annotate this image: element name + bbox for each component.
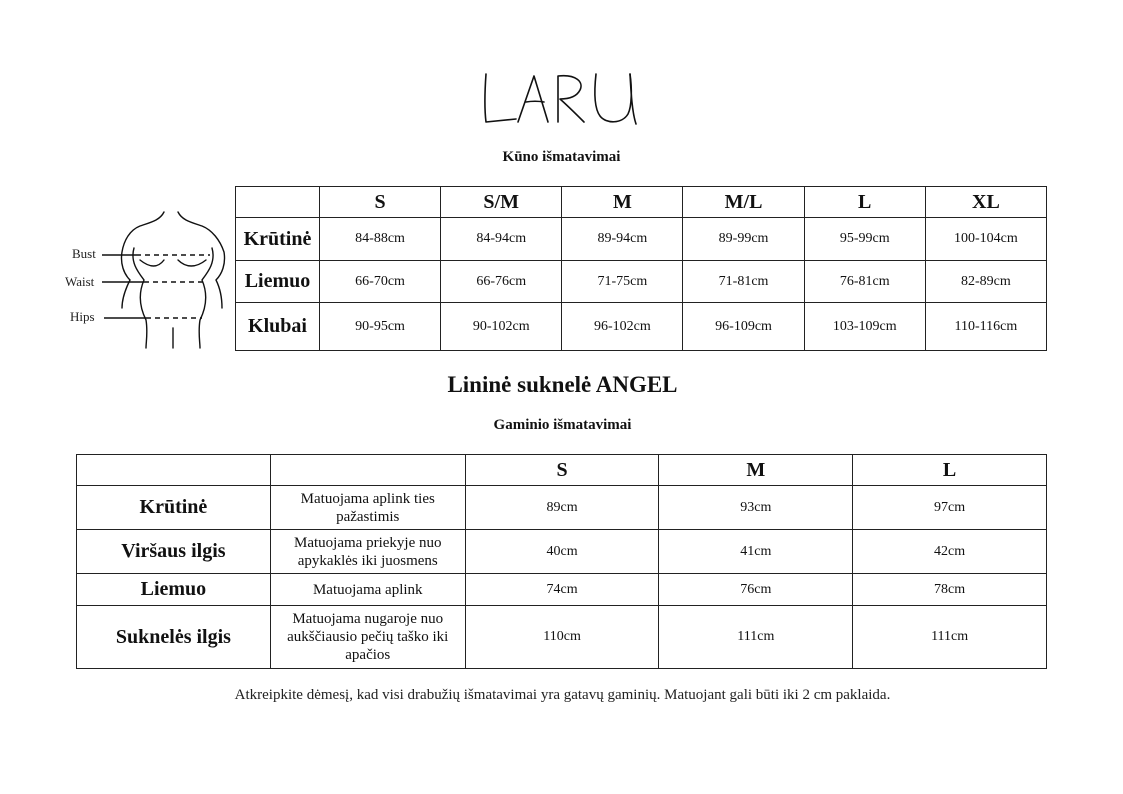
row-label: Klubai [236, 303, 320, 351]
row-label: Suknelės ilgis [77, 606, 271, 669]
body-measurements-table [235, 186, 1047, 351]
table-cell: 66-76cm [441, 261, 562, 303]
table-cell: 84-88cm [319, 218, 440, 261]
measurement-description: Matuojama priekyje nuo apykaklės iki juosmens [270, 530, 465, 574]
measurement-description: Matuojama nugaroje nuo aukščiausio pečių taško iki apačios [270, 606, 465, 669]
table-cell: 90-95cm [319, 303, 440, 351]
table-row [236, 218, 1047, 261]
hips-label: Hips [70, 309, 95, 324]
table-row [236, 261, 1047, 303]
row-label: Krūtinė [77, 486, 271, 530]
garment-measurements-title: Gaminio išmatavimai [493, 417, 632, 433]
brand-logo [476, 68, 646, 130]
size-header: S/M [441, 187, 562, 218]
body-measurements-title: Kūno išmatavimai [502, 149, 621, 165]
measurement-description: Matuojama aplink [270, 574, 465, 606]
size-header: M [659, 455, 853, 486]
table-cell: 42cm [853, 530, 1047, 574]
table-cell: 82-89cm [925, 261, 1046, 303]
table-cell: 93cm [659, 486, 853, 530]
size-header: M [562, 187, 683, 218]
empty-header-cell [77, 455, 271, 486]
table-cell: 84-94cm [441, 218, 562, 261]
table-cell: 78cm [853, 574, 1047, 606]
table-cell: 110-116cm [925, 303, 1046, 351]
waist-label: Waist [65, 274, 95, 289]
table-cell: 111cm [659, 606, 853, 669]
table-cell: 40cm [465, 530, 659, 574]
row-label: Viršaus ilgis [77, 530, 271, 574]
measurement-note: Atkreipkite dėmesį, kad visi drabužių išmatavimai yra gatavų gaminių. Matuojant gali būti iki 2 cm paklaida. [234, 687, 891, 703]
size-header: S [319, 187, 440, 218]
table-cell: 111cm [853, 606, 1047, 669]
size-header: L [853, 455, 1047, 486]
table-cell: 71-81cm [683, 261, 804, 303]
size-header: L [804, 187, 925, 218]
row-label: Liemuo [77, 574, 271, 606]
table-cell: 95-99cm [804, 218, 925, 261]
measurement-description: Matuojama aplink ties pažastimis [270, 486, 465, 530]
table-cell: 89-94cm [562, 218, 683, 261]
table-cell: 96-109cm [683, 303, 804, 351]
table-cell: 110cm [465, 606, 659, 669]
body-silhouette-figure [60, 208, 240, 353]
table-cell: 97cm [853, 486, 1047, 530]
table-row [77, 530, 1047, 574]
empty-header-cell [270, 455, 465, 486]
table-cell: 41cm [659, 530, 853, 574]
table-cell: 96-102cm [562, 303, 683, 351]
size-header: S [465, 455, 659, 486]
table-header-row [236, 187, 1047, 218]
table-row [77, 606, 1047, 669]
row-label: Krūtinė [236, 218, 320, 261]
row-label: Liemuo [236, 261, 320, 303]
table-cell: 89-99cm [683, 218, 804, 261]
table-cell: 76-81cm [804, 261, 925, 303]
garment-measurements-table [76, 454, 1047, 669]
size-header: XL [925, 187, 1046, 218]
table-cell: 74cm [465, 574, 659, 606]
table-cell: 66-70cm [319, 261, 440, 303]
table-cell: 76cm [659, 574, 853, 606]
table-cell: 100-104cm [925, 218, 1046, 261]
table-cell: 103-109cm [804, 303, 925, 351]
table-row [236, 303, 1047, 351]
size-header: M/L [683, 187, 804, 218]
table-header-row [77, 455, 1047, 486]
table-row [77, 486, 1047, 530]
table-row [77, 574, 1047, 606]
product-title: Lininė suknelė ANGEL [447, 372, 678, 397]
empty-header-cell [236, 187, 320, 218]
table-cell: 90-102cm [441, 303, 562, 351]
table-cell: 71-75cm [562, 261, 683, 303]
table-cell: 89cm [465, 486, 659, 530]
bust-label: Bust [72, 246, 96, 261]
